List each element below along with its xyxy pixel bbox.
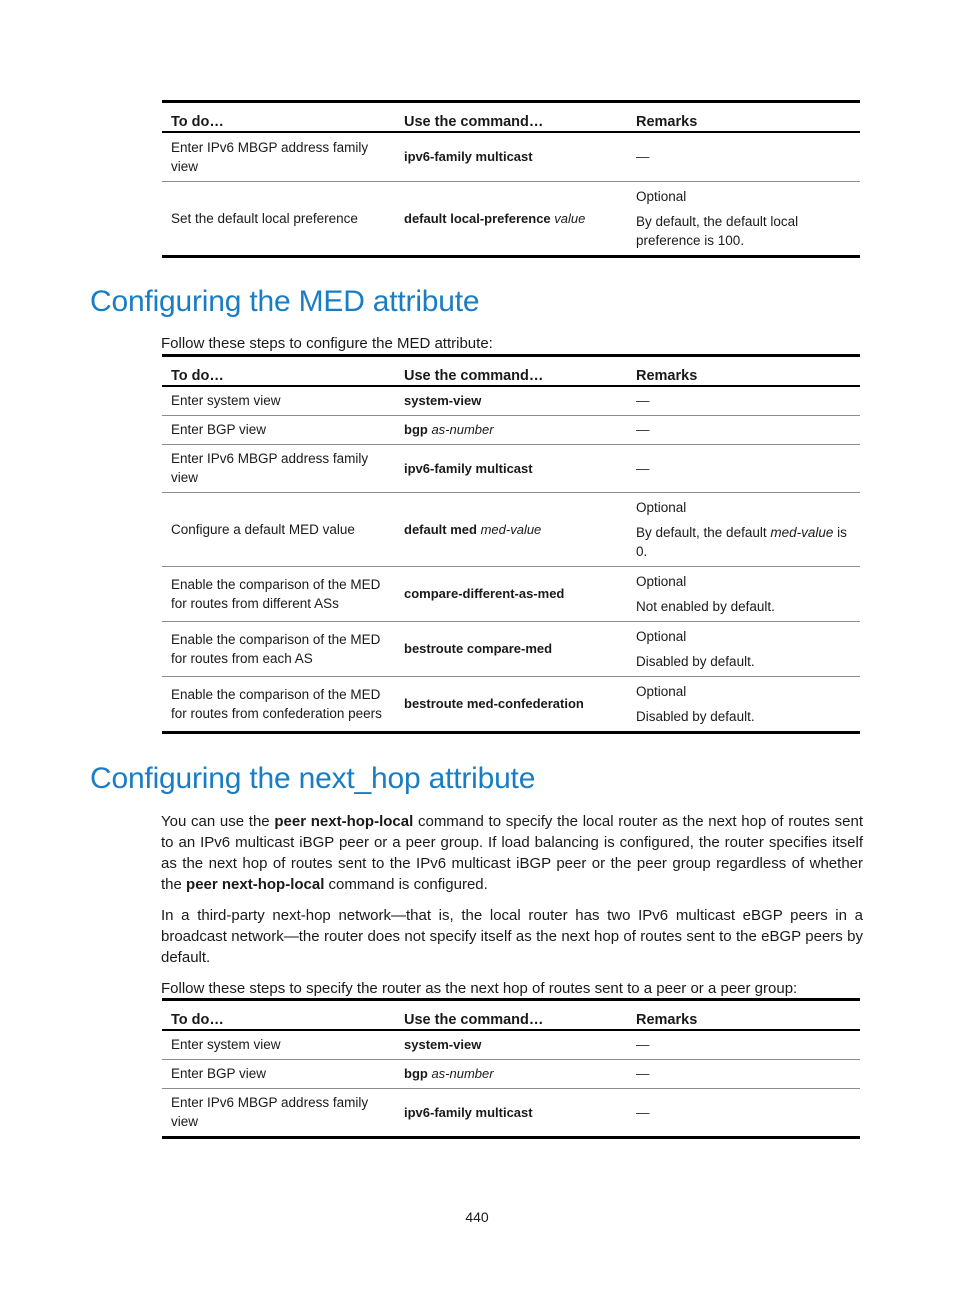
todo-cell: Enter BGP view xyxy=(162,415,395,444)
remark-dash: — xyxy=(636,1037,650,1053)
table-row xyxy=(162,676,860,731)
command-text: system-view xyxy=(404,393,482,409)
command-cell xyxy=(395,181,627,255)
table-row xyxy=(162,492,860,566)
table-row xyxy=(162,1088,860,1136)
nexthop-paragraph-2: In a third-party next-hop network—that is, the local router has two IPv6 multicast eBGP peers in a broadcast network—the router does not specify itself as the next hop of routes sent to the eBGP peers by default. xyxy=(161,907,863,966)
remarks-cell xyxy=(627,1059,860,1088)
remarks-cell xyxy=(627,492,860,566)
todo-cell: Set the default local preference xyxy=(162,181,395,255)
p1-command-1: peer next-hop-local xyxy=(274,813,414,830)
p1-command-2: peer next-hop-local xyxy=(186,876,325,893)
command-text: ipv6-family multicast xyxy=(404,460,533,476)
command-cell xyxy=(395,444,627,492)
todo-cell: Configure a default MED value xyxy=(162,492,395,566)
command-cell xyxy=(395,492,627,566)
col-header-remarks: Remarks xyxy=(627,357,860,386)
remarks-cell xyxy=(627,132,860,181)
command-text: compare-different-as-med xyxy=(404,586,565,601)
nexthop-paragraph-1 xyxy=(161,811,863,895)
table-row xyxy=(162,1030,860,1059)
remark-line: Disabled by default. xyxy=(636,653,755,669)
remarks-cell xyxy=(627,676,860,731)
section-title-med: Configuring the MED attribute xyxy=(90,285,480,318)
nexthop-table xyxy=(162,998,860,1139)
remark-line: Optional xyxy=(636,628,687,644)
remark-line: Optional xyxy=(636,188,687,204)
command-text: bgp xyxy=(404,422,428,437)
section-title-nexthop: Configuring the next_hop attribute xyxy=(90,762,536,795)
table-row xyxy=(162,1059,860,1088)
p1-text-a: You can use the xyxy=(161,813,275,830)
col-header-command: Use the command… xyxy=(395,1001,627,1030)
table-row xyxy=(162,621,860,676)
nexthop-intro: Follow these steps to specify the router as the next hop of routes sent to a peer or a peer group: xyxy=(161,980,798,997)
col-header-command: Use the command… xyxy=(395,357,627,386)
remark-line: By default, the default med-value is 0. xyxy=(636,524,847,559)
table-row xyxy=(162,566,860,621)
remarks-cell xyxy=(627,415,860,444)
command-cell xyxy=(395,1030,627,1059)
col-header-todo: To do… xyxy=(162,357,395,386)
remark-line: Optional xyxy=(636,683,687,699)
table-row xyxy=(162,132,860,181)
med-intro: Follow these steps to configure the MED attribute: xyxy=(161,335,493,352)
command-text: ipv6-family multicast xyxy=(404,1104,533,1120)
remarks-cell xyxy=(627,566,860,621)
remark-dash: — xyxy=(636,1066,650,1081)
p1-text-c: command to specify the local router as the next hop of routes sent to an IPv6 multicast iBGP peer or a peer group. If load balancing is configured, the router specifies itself as the next hop of routes sent to the IPv6 multicast iBGP peer or the peer group regardless of whether the xyxy=(161,813,863,893)
command-arg: value xyxy=(554,210,586,226)
todo-cell: Enter IPv6 MBGP address family view xyxy=(171,139,369,174)
remarks-cell xyxy=(627,386,860,415)
remark-line: Disabled by default. xyxy=(636,708,755,724)
command-text: ipv6-family multicast xyxy=(404,149,533,165)
command-arg: as-number xyxy=(431,1066,494,1081)
remark-dash: — xyxy=(636,422,650,437)
command-text: default local-preference xyxy=(404,210,551,226)
med-table xyxy=(162,354,860,734)
table-row xyxy=(162,415,860,444)
command-text: bestroute compare-med xyxy=(404,641,553,656)
command-cell xyxy=(395,1059,627,1088)
remark-dash: — xyxy=(636,1104,650,1120)
todo-cell: Enter system view xyxy=(171,393,281,409)
command-cell xyxy=(395,415,627,444)
remark-line: Optional xyxy=(636,499,687,515)
remark-line: Not enabled by default. xyxy=(636,598,775,614)
col-header-command: Use the command… xyxy=(395,103,627,132)
todo-cell: Enable the comparison of the MED for routes from confederation peers xyxy=(162,676,395,731)
remark-dash: — xyxy=(636,393,650,409)
todo-cell: Enable the comparison of the MED for routes from each AS xyxy=(162,621,395,676)
remark-line: Optional xyxy=(636,573,687,589)
command-cell xyxy=(395,386,627,415)
command-cell xyxy=(395,132,627,181)
local-preference-table xyxy=(162,100,860,258)
command-text: default med xyxy=(404,521,477,537)
col-header-todo: To do… xyxy=(162,1001,395,1030)
remark-dash: — xyxy=(636,460,650,476)
col-header-todo: To do… xyxy=(162,103,395,132)
remark-line: By default, the default local preference is 100. xyxy=(636,213,799,248)
remarks-cell xyxy=(627,621,860,676)
command-text: bestroute med-confederation xyxy=(404,696,584,712)
command-cell xyxy=(395,1088,627,1136)
remark-dash: — xyxy=(636,149,650,165)
command-text: system-view xyxy=(404,1037,482,1053)
command-cell xyxy=(395,676,627,731)
command-cell xyxy=(395,621,627,676)
p1-text-e: command is configured. xyxy=(324,876,488,893)
todo-cell: Enter BGP view xyxy=(162,1059,395,1088)
todo-cell: Enter system view xyxy=(171,1037,281,1053)
col-header-remarks: Remarks xyxy=(627,103,860,132)
page-number: 440 xyxy=(465,1209,489,1225)
table-row xyxy=(162,444,860,492)
table-row xyxy=(162,181,860,255)
col-header-remarks: Remarks xyxy=(627,1001,860,1030)
remarks-cell xyxy=(627,181,860,255)
command-arg: med-value xyxy=(480,521,542,537)
remarks-cell xyxy=(627,1088,860,1136)
command-text: bgp xyxy=(404,1066,428,1081)
remarks-cell xyxy=(627,1030,860,1059)
todo-cell: Enter IPv6 MBGP address family view xyxy=(162,1088,395,1136)
command-arg: as-number xyxy=(431,422,494,437)
table-row xyxy=(162,386,860,415)
command-cell xyxy=(395,566,627,621)
todo-cell: Enable the comparison of the MED for routes from different ASs xyxy=(162,566,395,621)
todo-cell: Enter IPv6 MBGP address family view xyxy=(162,444,395,492)
remarks-cell xyxy=(627,444,860,492)
